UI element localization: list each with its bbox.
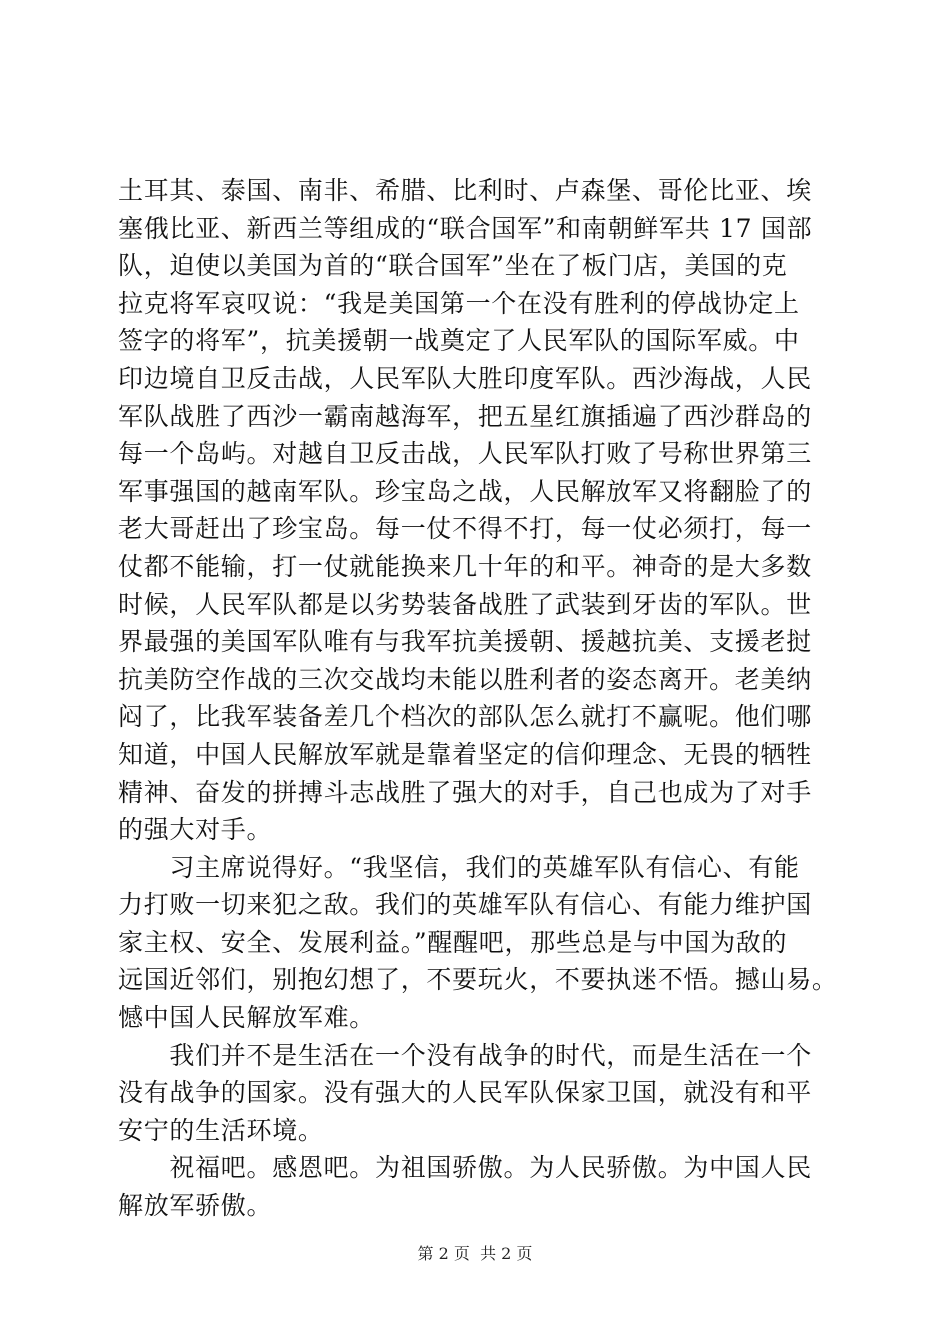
text-line: 远国近邻们，别抱幻想了，不要玩火，不要执迷不悟。撼山易。 bbox=[118, 965, 838, 995]
text-line: 我们并不是生活在一个没有战争的时代，而是生活在一个 bbox=[118, 1040, 812, 1070]
text-line: 时候，人民军队都是以劣势装备战胜了武装到牙齿的军队。世 bbox=[118, 589, 812, 619]
text-line: 力打败一切来犯之敌。我们的英雄军队有信心、有能力维护国 bbox=[118, 890, 812, 920]
text-line: 拉克将军哀叹说：“我是美国第一个在没有胜利的停战协定上 bbox=[118, 288, 800, 318]
text-line: 每一个岛屿。对越自卫反击战，人民军队打败了号称世界第三 bbox=[118, 439, 812, 469]
text-line: 没有战争的国家。没有强大的人民军队保家卫国，就没有和平 bbox=[118, 1078, 812, 1108]
page-number-label: 第 2 页 共 2 页 bbox=[417, 1244, 533, 1263]
text-line: 精神、奋发的拼搏斗志战胜了强大的对手，自己也成为了对手 bbox=[118, 777, 812, 807]
text-line: 的强大对手。 bbox=[118, 815, 273, 845]
text-line: 土耳其、泰国、南非、希腊、比利时、卢森堡、哥伦比亚、埃 bbox=[118, 176, 812, 205]
text-line: 家主权、安全、发展利益。”醒醒吧，那些总是与中国为敌的 bbox=[118, 927, 788, 957]
text-line: 仗都不能输，打一仗就能换来几十年的和平。神奇的是大多数 bbox=[118, 551, 812, 581]
text-line: 印边境自卫反击战，人民军队大胜印度军队。西沙海战，人民 bbox=[118, 363, 812, 393]
text-line: 祝福吧。感恩吧。为祖国骄傲。为人民骄傲。为中国人民 bbox=[118, 1153, 812, 1183]
text-line: 习主席说得好。“我坚信，我们的英雄军队有信心、有能 bbox=[118, 852, 800, 882]
text-line: 签字的将军”，抗美援朝一战奠定了人民军队的国际军威。中 bbox=[118, 326, 800, 356]
page-footer bbox=[0, 1244, 950, 1264]
body-text bbox=[118, 172, 838, 1225]
text-line: 老大哥赶出了珍宝岛。每一仗不得不打，每一仗必须打，每一 bbox=[118, 514, 812, 544]
text-line: 塞俄比亚、新西兰等组成的“联合国军”和南朝鲜军共 17 国部 bbox=[118, 213, 813, 243]
text-line: 闷了，比我军装备差几个档次的部队怎么就打不赢呢。他们哪 bbox=[118, 702, 812, 732]
text-line: 解放军骄傲。 bbox=[118, 1191, 273, 1221]
text-line: 憾中国人民解放军难。 bbox=[118, 1003, 376, 1033]
text-line: 界最强的美国军队唯有与我军抗美援朝、援越抗美、支援老挝 bbox=[118, 627, 812, 657]
text-line: 安宁的生活环境。 bbox=[118, 1115, 324, 1145]
text-line: 知道，中国人民解放军就是靠着坚定的信仰理念、无畏的牺牲 bbox=[118, 739, 812, 769]
text-line: 军事强国的越南军队。珍宝岛之战，人民解放军又将翻脸了的 bbox=[118, 476, 812, 506]
text-line: 抗美防空作战的三次交战均未能以胜利者的姿态离开。老美纳 bbox=[118, 664, 812, 694]
text-line: 队，迫使以美国为首的“联合国军”坐在了板门店，美国的克 bbox=[118, 251, 788, 281]
text-line: 军队战胜了西沙一霸南越海军，把五星红旗插遍了西沙群岛的 bbox=[118, 401, 812, 431]
